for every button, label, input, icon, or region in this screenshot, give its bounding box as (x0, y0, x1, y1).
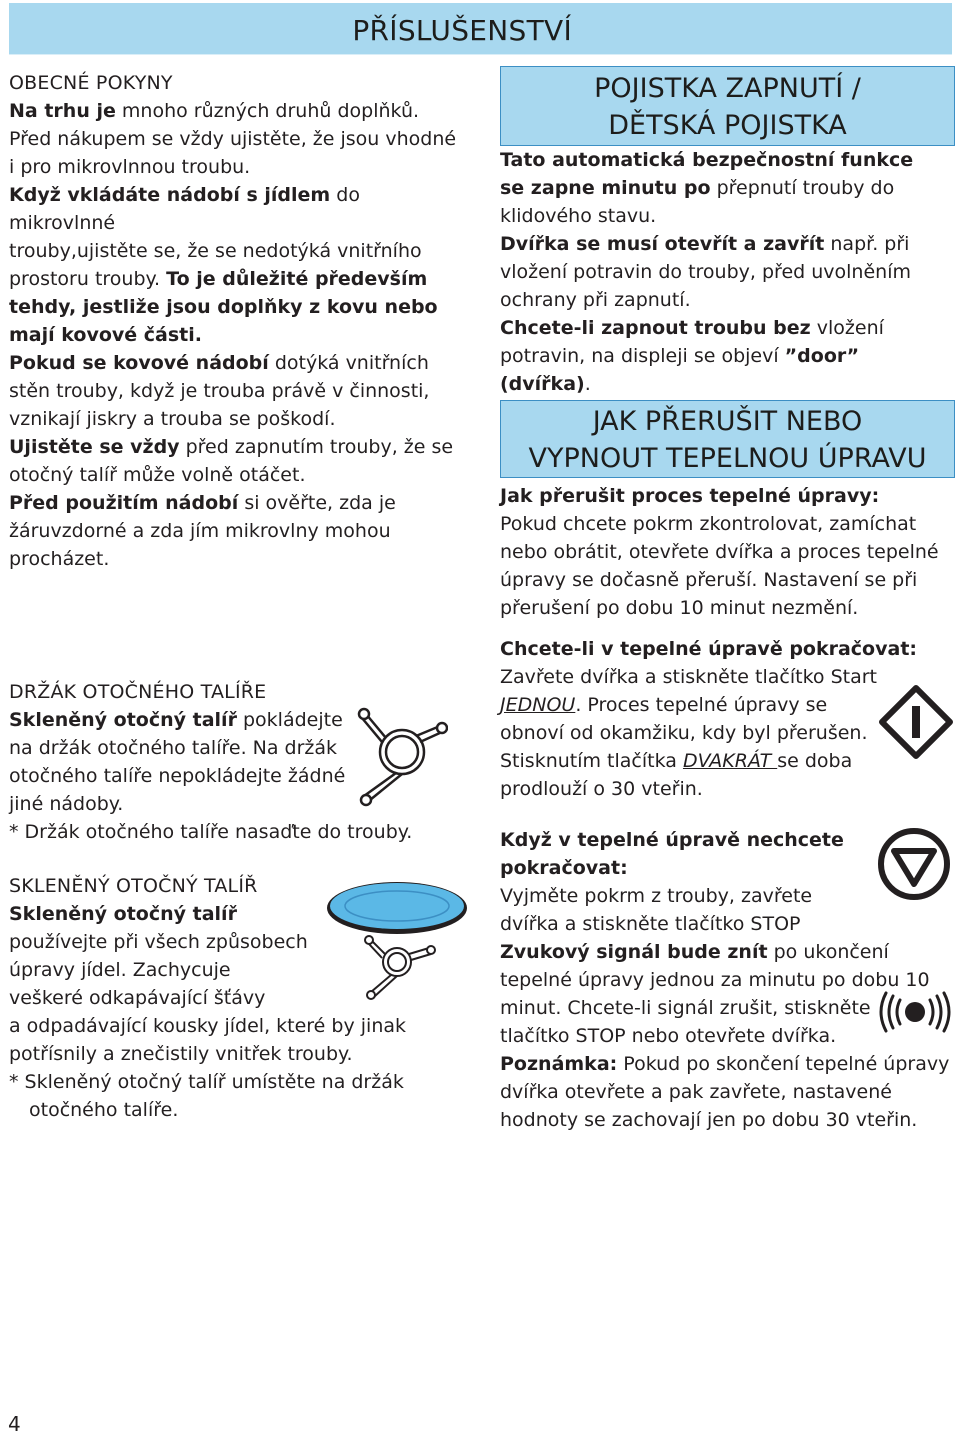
glass-line: úpravy jídel. Zachycuje (9, 959, 231, 981)
glass-line: potřísnily a znečistily vnitřek trouby. (9, 1043, 353, 1065)
general-heading: OBECNÉ POKYNY (9, 72, 173, 94)
general-line: procházet. (9, 548, 110, 570)
lock-line: ochrany při zapnutí. (500, 289, 691, 311)
page-title: PŘÍSLUŠENSTVÍ (352, 14, 572, 47)
bold-text: Tato automatická bezpečnostní funkce (500, 149, 914, 171)
support-heading: DRŽÁK OTOČNÉHO TALÍŘE (9, 681, 267, 703)
text: Stisknutím tlačítka (500, 750, 683, 772)
bold-text: Skleněný otočný talíř (9, 709, 237, 731)
general-line: vznikají jiskry a trouba se poškodí. (9, 408, 336, 430)
text: potravin, na displeji se objeví (500, 345, 785, 367)
bold-text: Dvířka se musí otevřít a zavřít (500, 233, 825, 255)
text: . (584, 373, 591, 395)
lock-line: vložení potravin do trouby, před uvolněním (500, 261, 911, 283)
bold-text: Pokud se kovové nádobí (9, 352, 269, 374)
stop-line: minut. Chcete-li signál zrušit, stiskněte (500, 997, 871, 1019)
text: mnoho různých druhů doplňků. (115, 100, 420, 122)
lock-line (500, 230, 956, 258)
stop-line: tlačítko STOP nebo otevřete dvířka. (500, 1025, 837, 1047)
support-line: otočného talíře nepokládejte žádné (9, 765, 346, 787)
general-line: otočný talíř může volně otáčet. (9, 464, 306, 486)
glass-line: používejte při všech způsobech (9, 931, 308, 953)
interrupt-line: přerušení po dobu 10 minut nezmění. (500, 597, 859, 619)
stop-line (500, 1050, 956, 1078)
general-line (9, 265, 464, 293)
resume-line: obnoví od okamžiku, kdy byl přerušen. (500, 722, 868, 744)
general-section (9, 69, 464, 573)
text: do mikrovlnné (9, 184, 360, 234)
general-line: trouby,ujistěte se, že se nedotýká vnitřního (9, 240, 422, 262)
general-line: i pro mikrovlnnou troubu. (9, 156, 251, 178)
bold-text: Jak přerušit proces tepelné úpravy: (500, 485, 880, 507)
stop-line (500, 938, 956, 966)
interrupt-section (500, 482, 956, 622)
general-line (9, 433, 464, 461)
general-line: stěn trouby, když je trouba právě v činnosti, (9, 380, 430, 402)
resume-subheading (500, 635, 956, 663)
stop-line: tepelné úpravy jednou za minutu po dobu 10 (500, 969, 930, 991)
general-line (9, 97, 464, 125)
bold-text: Zvukový signál bude znít (500, 941, 768, 963)
interrupt-heading-line: JAK PŘERUŠIT NEBO (592, 406, 863, 437)
bold-text: Když v tepelné úpravě nechcete (500, 829, 844, 851)
text: pokládejte (236, 709, 343, 731)
resume-line: Zavřete dvířka a stiskněte tlačítko Start (500, 666, 877, 688)
page-number: 4 (8, 1412, 21, 1436)
underlined-text: DVAKRÁT (682, 750, 778, 772)
general-line: žáruvzdorné a zda jím mikrovlny mohou (9, 520, 391, 542)
text: dotýká vnitřních (268, 352, 429, 374)
underlined-text: JEDNOU (500, 694, 576, 716)
lock-heading-box (500, 66, 955, 146)
lock-line (500, 314, 956, 342)
resume-line: prodlouží o 30 vteřin. (500, 778, 703, 800)
text: . Proces tepelné úpravy se (575, 694, 828, 716)
general-line (9, 321, 464, 349)
interrupt-line: Pokud chcete pokrm zkontrolovat, zamíchat (500, 513, 917, 535)
general-line (9, 293, 464, 321)
glass-line: a odpadávající kousky jídel, které by jinak (9, 1015, 407, 1037)
general-line: Před nákupem se vždy ujistěte, že jsou vhodné (9, 128, 457, 150)
stop-line: Vyjměte pokrm z trouby, zavřete (500, 885, 813, 907)
stop-triangle-icon (876, 826, 952, 902)
bold-text: Ujistěte se vždy (9, 436, 180, 458)
bold-text: Poznámka: (500, 1053, 618, 1075)
lock-line (500, 342, 956, 398)
bold-text: Chcete-li zapnout troubu bez (500, 317, 811, 339)
bold-text: ”door” (dvířka) (500, 345, 860, 395)
glass-heading: SKLENĚNÝ OTOČNÝ TALÍŘ (9, 875, 258, 897)
support-line: jiné nádoby. (9, 793, 124, 815)
text: přepnutí trouby do (710, 177, 895, 199)
bold-text: Chcete-li v tepelné úpravě pokračovat: (500, 638, 917, 660)
start-diamond-icon (878, 684, 954, 760)
bold-text: Když vkládáte nádobí s jídlem (9, 184, 331, 206)
lock-section (500, 146, 956, 398)
sound-signal-icon (876, 990, 954, 1034)
text: si ověřte, zda je (238, 492, 396, 514)
support-line: * Držák otočného talíře nasaďte do trouby. (9, 821, 413, 843)
interrupt-heading-line: VYPNOUT TEPELNOU ÚPRAVU (528, 443, 927, 474)
bold-text: Před použitím nádobí (9, 492, 239, 514)
lock-line (500, 146, 956, 174)
interrupt-line: nebo obrátit, otevřete dvířka a proces tepelné (500, 541, 939, 563)
text: prostoru trouby. (9, 268, 167, 290)
text: před zapnutím trouby, že se (179, 436, 454, 458)
text: se doba (777, 750, 853, 772)
lock-heading-line: POJISTKA ZAPNUTÍ / (594, 73, 861, 104)
interrupt-subheading (500, 482, 956, 510)
text: vložení (810, 317, 884, 339)
general-line (9, 181, 464, 237)
bold-text: mají kovové části. (9, 324, 202, 346)
glass-line: * Skleněný otočný talíř umístěte na držák (9, 1071, 404, 1093)
support-line: na držák otočného talíře. Na držák (9, 737, 338, 759)
text: např. při (824, 233, 910, 255)
interrupt-line: úpravy se dočasně přeruší. Nastavení se při (500, 569, 918, 591)
bold-text: tehdy, jestliže jsou doplňky z kovu nebo (9, 296, 438, 318)
bold-text: pokračovat: (500, 857, 628, 879)
turntable-support-icon (352, 700, 448, 810)
lock-heading-line: DĚTSKÁ POJISTKA (608, 110, 847, 141)
bold-text: se zapne minutu po (500, 177, 711, 199)
lock-line (500, 174, 956, 202)
text: po ukončení (767, 941, 889, 963)
interrupt-heading-box (500, 400, 955, 478)
bold-text: Na trhu je (9, 100, 116, 122)
glass-line: otočného talíře. (29, 1099, 179, 1121)
bold-text: To je důležité především (166, 268, 428, 290)
bold-text: Skleněný otočný talíř (9, 903, 237, 925)
stop-line: dvířka a stiskněte tlačítko STOP (500, 913, 801, 935)
stop-line: dvířka otevřete a pak zavřete, nastavené (500, 1081, 892, 1103)
lock-line: klidového stavu. (500, 205, 657, 227)
glass-line: veškeré odkapávající šťávy (9, 987, 266, 1009)
general-line (9, 489, 464, 517)
glass-turntable-icon (325, 878, 475, 1000)
general-line (9, 349, 464, 377)
text: Pokud po skončení tepelné úpravy (617, 1053, 950, 1075)
stop-line: hodnoty se zachovají jen po dobu 30 vteřin. (500, 1109, 918, 1131)
header-banner (9, 3, 952, 55)
